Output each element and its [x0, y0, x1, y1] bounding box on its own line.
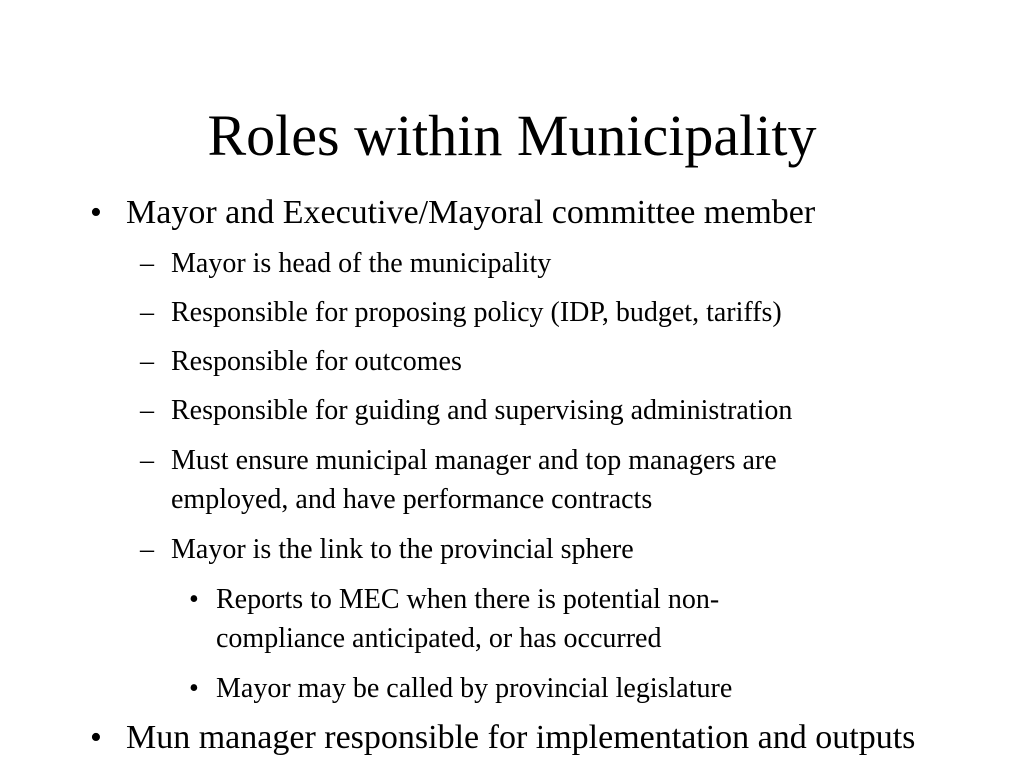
bullet-icon: • [189, 673, 199, 704]
bullet-text: Mayor and Executive/Mayoral committee member [126, 194, 816, 231]
dash-icon: – [140, 297, 154, 328]
bullet-text: Mun manager responsible for implementation and outputs [126, 719, 916, 756]
sub-bullet-text: Responsible for guiding and supervising administration [171, 395, 793, 426]
dash-icon: – [140, 346, 154, 377]
sub-bullet-text: Mayor is head of the municipality [171, 248, 552, 279]
bullet-icon: • [90, 719, 102, 756]
dash-icon: – [140, 445, 154, 476]
dash-icon: – [140, 534, 154, 565]
sub-sub-bullet-text: Reports to MEC when there is potential non- [216, 584, 720, 615]
sub-sub-bullet-text: Mayor may be called by provincial legislature [216, 673, 733, 704]
sub-bullet-text: Mayor is the link to the provincial sphere [171, 534, 634, 565]
slide-title: Roles within Municipality [207, 103, 817, 168]
bullet-icon: • [90, 194, 102, 231]
sub-bullet-text-continued: employed, and have performance contracts [171, 484, 653, 515]
sub-bullet-text: Must ensure municipal manager and top managers are [171, 445, 777, 476]
dash-icon: – [140, 248, 154, 279]
dash-icon: – [140, 395, 154, 426]
sub-bullet-text: Responsible for outcomes [171, 346, 462, 377]
bullet-icon: • [189, 584, 199, 615]
sub-sub-bullet-text-continued: compliance anticipated, or has occurred [216, 623, 662, 654]
sub-bullet-text: Responsible for proposing policy (IDP, budget, tariffs) [171, 297, 782, 328]
